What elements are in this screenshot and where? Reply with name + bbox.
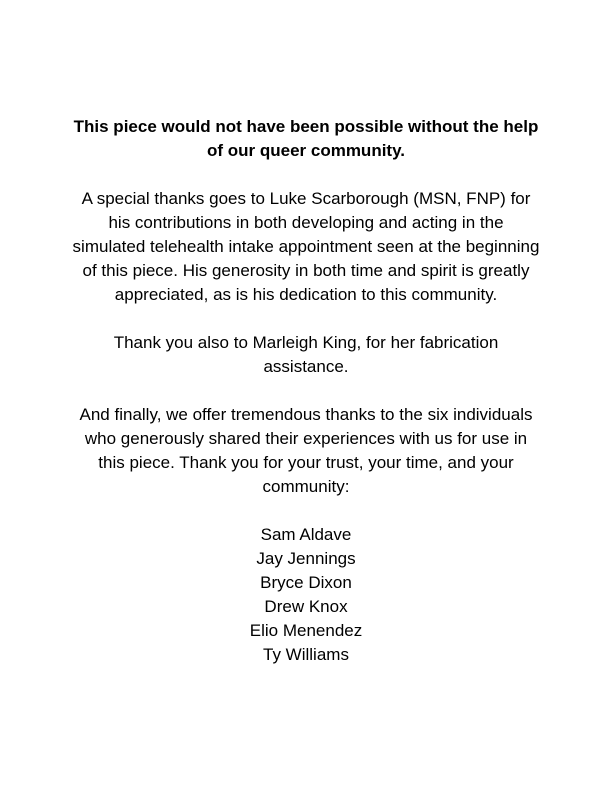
participant-name: Ty Williams — [263, 645, 349, 664]
participant-name: Drew Knox — [264, 597, 348, 616]
participant-name: Sam Aldave — [260, 525, 352, 544]
paragraph-participants-thanks: And finally, we offer tremendous thanks to the six individuals who generously shared their experiences with us for use in this piece. Thank you for your trust, your time, and your community: — [79, 405, 533, 496]
participant-name: Jay Jennings — [256, 549, 356, 568]
paragraph-marleigh-king-thanks: Thank you also to Marleigh King, for her fabrication assistance. — [113, 333, 499, 376]
participant-name: Bryce Dixon — [260, 573, 352, 592]
participant-names-list — [72, 523, 540, 667]
paragraph-luke-scarborough-thanks: A special thanks goes to Luke Scarborough (MSN, FNP) for his contributions in both developing and acting in the simulated telehealth intake appointment seen at the beginning of this piece. His generosity in both time and spirit is greatly appreciated, as is his dedication to this community. — [72, 189, 540, 304]
acknowledgements-section — [72, 115, 540, 667]
acknowledgements-heading: This piece would not have been possible without the help of our queer community. — [73, 117, 539, 160]
participant-name: Elio Menendez — [249, 621, 363, 640]
